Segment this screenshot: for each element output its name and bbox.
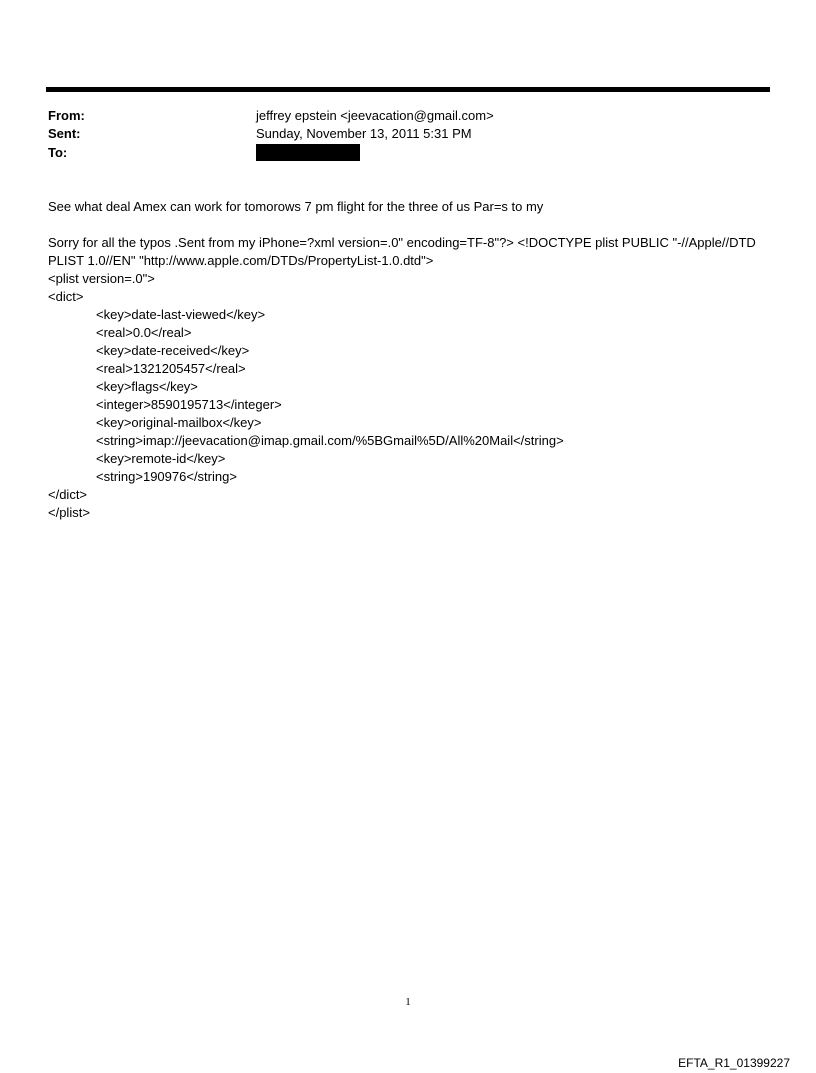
plist-entry: <string>190976</string> [96, 469, 237, 484]
body-line-message: See what deal Amex can work for tomorows 7 pm flight for the three of us Par=s to my [48, 199, 544, 214]
plist-entry: <integer>8590195713</integer> [96, 397, 282, 412]
bates-number: EFTA_R1_01399227 [678, 1056, 790, 1070]
plist-entry: <real>1321205457</real> [96, 361, 246, 376]
body-line-dict-open: <dict> [48, 289, 84, 304]
plist-entry: <key>date-last-viewed</key> [96, 307, 266, 322]
plist-entry: <real>0.0</real> [96, 325, 192, 340]
body-line-signature: Sorry for all the typos .Sent from my iPhone=?xml version=.0" encoding=TF-8"?> <!DOCTYPE plist PUBLIC "-//Apple//DTD [48, 235, 756, 250]
plist-entry: <key>remote-id</key> [96, 451, 226, 466]
header-rule [46, 87, 770, 92]
sent-label: Sent: [48, 126, 81, 141]
plist-entry: <key>flags</key> [96, 379, 198, 394]
sent-value: Sunday, November 13, 2011 5:31 PM [256, 126, 472, 141]
plist-entry: <key>date-received</key> [96, 343, 250, 358]
body-line-plist-close: </plist> [48, 505, 90, 520]
from-label: From: [48, 108, 85, 123]
to-redaction-box [256, 144, 360, 161]
plist-entry: <string>imap://jeevacation@imap.gmail.com/%5BGmail%5D/All%20Mail</string> [96, 433, 564, 448]
to-label: To: [48, 145, 68, 160]
page-number: 1 [405, 996, 411, 1008]
body-line-plist-open: <plist version=.0"> [48, 271, 155, 286]
plist-entry: <key>original-mailbox</key> [96, 415, 262, 430]
body-line-doctype: PLIST 1.0//EN" "http://www.apple.com/DTDs/PropertyList-1.0.dtd"> [48, 253, 434, 268]
from-value: jeffrey epstein <jeevacation@gmail.com> [256, 108, 494, 123]
body-line-dict-close: </dict> [48, 487, 88, 502]
